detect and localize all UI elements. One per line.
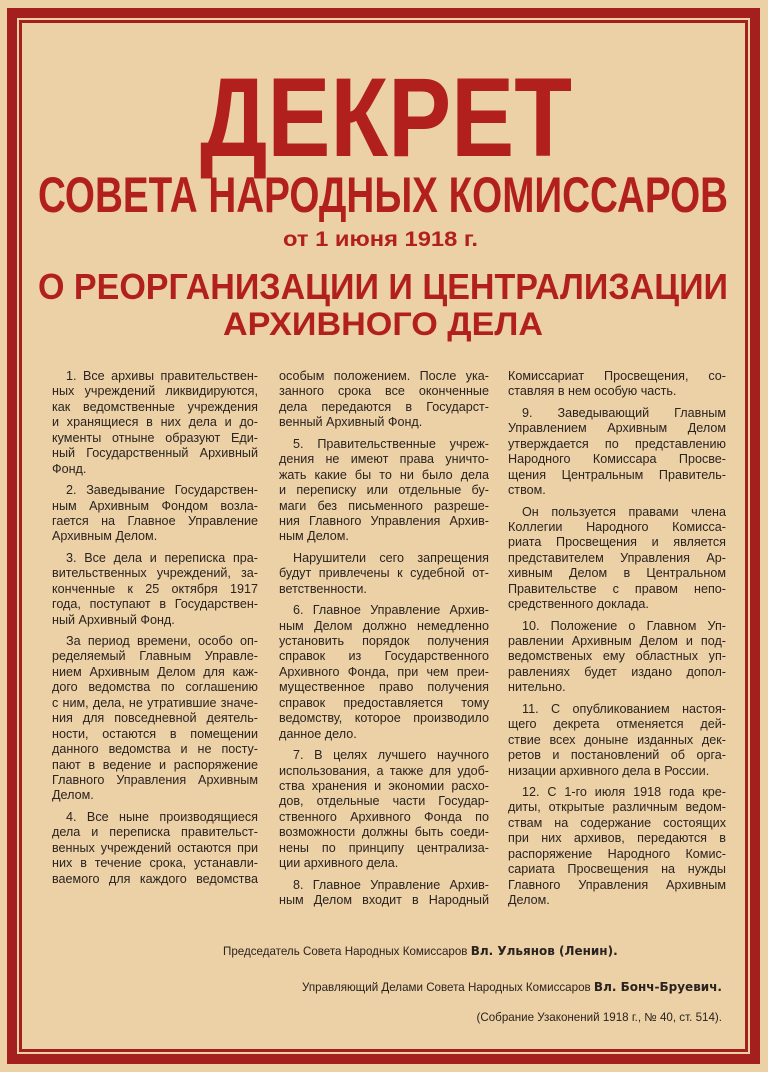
text-line: ным Делом входит в Народный	[279, 893, 489, 907]
text-line: и переписку или отдельные бу-	[279, 483, 489, 498]
text-line: равлениях будет издано допол-	[508, 664, 726, 679]
text-line: Управлением Архивным Делом	[508, 421, 726, 436]
paragraph	[52, 483, 258, 545]
signature-chairman	[223, 944, 618, 958]
text-line: 11. С опубликованием настоя-	[522, 701, 726, 716]
text-column-2	[279, 369, 489, 914]
decree-topic-line1: О РЕОРГАНИЗАЦИИ И ЦЕНТРАЛИЗАЦИИ	[38, 266, 728, 307]
paragraph	[279, 369, 489, 431]
text-line: 8. Главное Управление Архив-	[293, 877, 489, 892]
text-line: Главного Управления Архивным	[52, 772, 258, 787]
text-line: ветственности.	[279, 581, 367, 596]
text-line: гается на Главное Управление	[52, 513, 258, 528]
text-line: 7. В целях лучшего научного	[293, 748, 489, 763]
text-line: ным Архивным Фондом возла-	[52, 498, 258, 513]
paragraph	[279, 603, 489, 742]
text-line: Нарушители сего запрещения	[293, 550, 489, 565]
text-line: 2. Заведывание Государствен-	[66, 483, 258, 498]
text-line: конченные к 25 октября 1917	[52, 581, 258, 596]
text-line: щения Центральным Правитель-	[508, 467, 726, 482]
text-line: ния для повседневной деятель-	[52, 711, 258, 726]
text-line: при них архивов, передаются в	[508, 831, 726, 846]
text-line: равлении Архивным Делом и под-	[508, 634, 726, 648]
text-line: ности, остаются в помещении	[52, 726, 258, 741]
text-line: Правительстве с правом непо-	[508, 581, 726, 596]
text-line: ным Делом должно немедленно	[279, 618, 489, 633]
text-line: Главного Управления Архивным	[508, 877, 726, 892]
text-line: ределяемый Главным Управле-	[52, 649, 258, 664]
text-line: дела передаются в Государст-	[279, 399, 489, 414]
text-line: них в течение срока, устанавли-	[52, 856, 258, 871]
text-line: венный Архивный Фонд.	[279, 415, 423, 430]
paragraph	[279, 551, 489, 597]
text-line: 1. Все архивы правительствен-	[66, 369, 258, 383]
text-line: венных учреждений остаются при	[52, 840, 258, 855]
text-line: жать какие бы то ни было дела	[279, 467, 489, 482]
text-line: ставляя в нем особую часть.	[508, 384, 677, 399]
text-line: нены по принципу централиза-	[279, 840, 489, 855]
text-line: утверждается по представлению	[508, 436, 726, 451]
paragraph	[52, 810, 258, 887]
text-line: ствам на содержание состоящих	[508, 815, 726, 830]
text-line: диты, открытые различным ведом-	[508, 800, 726, 815]
text-line: 12. С 1-го июля 1918 года кре-	[522, 784, 726, 799]
paragraph	[508, 785, 726, 909]
text-line: низации архивного дела в России.	[508, 763, 710, 778]
paragraph	[52, 369, 258, 477]
text-line: Коллегии Народного Комисса-	[508, 519, 726, 534]
text-line: Делом.	[508, 893, 550, 907]
text-line: данного ведомства и не посту-	[52, 742, 258, 757]
text-line: ный Государственный Архивный	[52, 446, 258, 461]
text-line: ведомственых ему областных уп-	[508, 649, 726, 664]
text-line: хивным Делом в Центральном	[508, 566, 726, 581]
text-line: сариата Просвещения на нужды	[508, 862, 726, 877]
paragraph	[508, 702, 726, 779]
text-line: представителем Управления Ар-	[508, 550, 726, 565]
text-line: будут привлечены к судебной от-	[279, 566, 489, 581]
text-line: справок из Государственного	[279, 649, 489, 664]
text-line: особым положением. После ука-	[279, 369, 489, 383]
text-line: использования, а также для удоб-	[279, 763, 489, 778]
decree-topic-line2: АРХИВНОГО ДЕЛА	[223, 306, 543, 342]
text-line: ствие всех доныне изданных дек-	[508, 732, 726, 747]
text-line: ния Главного Управления Архив-	[279, 513, 489, 528]
text-line: 9. Заведывающий Главным	[522, 405, 726, 420]
text-line: данное дело.	[279, 726, 357, 741]
text-line: Комиссариат Просвещения, со-	[508, 369, 726, 383]
text-line: занного срока все оконченные	[279, 384, 489, 399]
text-line: возможности должны быть соеди-	[279, 825, 489, 840]
text-line: ный Архивный Фонд.	[52, 612, 175, 627]
paragraph	[279, 437, 489, 545]
text-line: Народного Комиссара Просве-	[508, 452, 726, 467]
chairman-name: Вл. Ульянов (Ленин).	[470, 944, 618, 958]
paragraph	[52, 551, 258, 628]
text-line: риата Просвещения и является	[508, 535, 726, 550]
text-line: установить порядок получения	[279, 634, 489, 648]
text-line: ваемого для каждого ведомства	[52, 871, 258, 886]
text-line: мущественное право получения	[279, 680, 489, 695]
text-line: 3. Все дела и переписка пра-	[66, 550, 258, 565]
decree-title: ДЕКРЕТ	[200, 55, 572, 180]
text-line: вительственных учреждений, за-	[52, 566, 258, 581]
text-line: дела и переписка правительст-	[52, 825, 258, 840]
signature-manager	[302, 980, 722, 994]
text-line: распоряжение Народного Комис-	[508, 846, 726, 861]
text-line: 6. Главное Управление Архив-	[293, 603, 489, 618]
paragraph	[279, 878, 489, 909]
paragraph	[508, 505, 726, 613]
text-line: дого ведомства по соглашению	[52, 680, 258, 695]
text-line: дов, отдельные части Государ-	[279, 794, 489, 809]
text-line: ретов и постановлений об орга-	[508, 748, 726, 763]
text-line: ции архивного дела.	[279, 856, 399, 871]
text-line: Архивным Делом.	[52, 529, 158, 544]
text-line: маги без письменного разреше-	[279, 498, 489, 513]
decree-date: от 1 июня 1918 г.	[283, 228, 478, 251]
manager-title: Управляющий Делами Совета Народных Комиссаров	[302, 981, 591, 994]
text-line: ведомству, которое производило	[279, 711, 489, 726]
text-line: 4. Все ныне производящиеся	[66, 809, 258, 824]
text-line: ным Делом.	[279, 529, 349, 544]
text-line: года, поступают в Государствен-	[52, 597, 258, 612]
manager-name: Вл. Бонч-Бруевич.	[593, 980, 722, 994]
text-line: Делом.	[52, 788, 94, 803]
text-line: Архивного Фонда, при чем преи-	[279, 664, 489, 679]
text-line: с ним, дела, не утратившие значе-	[52, 695, 258, 710]
decree-subtitle: СОВЕТА НАРОДНЫХ КОМИССАРОВ	[38, 167, 728, 223]
paragraph	[508, 619, 726, 696]
text-line: щего декрета отменяется дей-	[508, 717, 726, 732]
text-line: средственного доклада.	[508, 597, 649, 612]
text-line: За период времени, особо оп-	[66, 634, 258, 648]
text-line: пают в ведение и распоряжение	[52, 757, 258, 772]
paragraph	[279, 748, 489, 872]
text-line: 10. Положение о Главном Уп-	[522, 618, 726, 633]
text-line: ственного Архивного Фонда по	[279, 809, 489, 824]
chairman-title: Председатель Совета Народных Комиссаров	[223, 945, 468, 958]
text-line: ства хранения и экономии расхо-	[279, 778, 489, 793]
paragraph	[508, 406, 726, 499]
text-line: ных учреждений ликвидируются,	[52, 384, 258, 399]
text-line: Фонд.	[52, 461, 87, 476]
text-line: 5. Правительственные учреж-	[293, 436, 489, 451]
text-column-1	[52, 369, 258, 893]
text-line: ством.	[508, 483, 546, 498]
source-citation: (Собрание Узаконений 1918 г., № 40, ст. 514).	[476, 1011, 722, 1024]
text-line: дения не имеют права уничто-	[279, 452, 489, 467]
paragraph	[508, 369, 726, 400]
text-column-3	[508, 369, 726, 914]
text-line: нительно.	[508, 680, 566, 695]
text-line: кументы отныне образуют Еди-	[52, 430, 258, 445]
text-line: Он пользуется правами члена	[522, 504, 726, 519]
paragraph	[52, 634, 258, 804]
text-line: и хранящиеся в них дела и до-	[52, 415, 258, 430]
text-line: как ведомственные учреждения	[52, 399, 258, 414]
text-line: справок предоставляется тому	[279, 695, 489, 710]
text-line: нием Архивным Делом для каж-	[52, 664, 258, 679]
